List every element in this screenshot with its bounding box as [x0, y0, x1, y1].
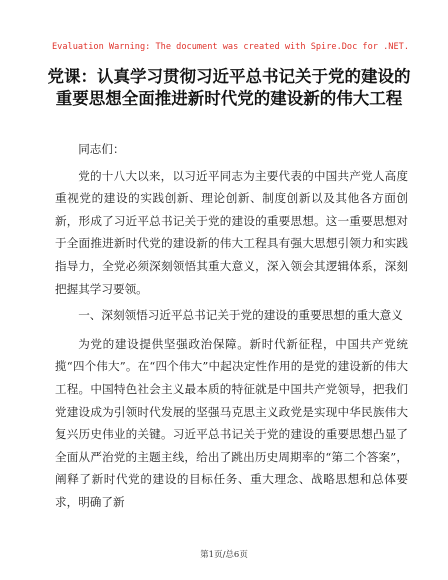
- intro-paragraph: 党的十八大以来，以习近平同志为主要代表的中国共产党人高度重视党的建设的实践创新、理论创新、制度创新以及其他各方面创新，形成了习近平总书记关于党的建设的重要思想。这一重要思想对于全面推进新时代党的建设新的伟大工程具有强大思想引领力和实践指导力，全党必须深刻领悟其重大意义，深入领会其逻辑体系，深刻把握其学习要领。: [55, 168, 408, 296]
- evaluation-watermark: Evaluation Warning: The document was created with Spire.Doc for .NET.: [52, 42, 409, 52]
- section-heading: 一、深刻领悟习近平总书记关于党的建设的重要思想的重大意义: [78, 308, 403, 323]
- document-body: [55, 138, 408, 514]
- document-title: 党课：认真学习贯彻习近平总书记关于党的建设的重要思想全面推进新时代党的建设新的伟大工程: [47, 67, 411, 108]
- section-paragraph: 为党的建设提供坚强政治保障。新时代新征程，中国共产党统揽“四个伟大”。在“四个伟大”中起决定性作用的是党的建设新的伟大工程。中国特色社会主义最本质的特征就是中国共产党领导，把我们党建设成为引领时代发展的坚强马克思主义政党是实现中华民族伟大复兴历史伟业的关键。习近平总书记关于党的建设的重要思想凸显了全面从严治党的主题主线，给出了跳出历史周期率的“第二个答案”，阐释了新时代党的建设的目标任务、重大理念、战略思想和总体要求，明确了新: [55, 336, 408, 509]
- page-number-footer: 第1页/总6页: [200, 550, 248, 560]
- salutation: 同志们：: [78, 142, 125, 156]
